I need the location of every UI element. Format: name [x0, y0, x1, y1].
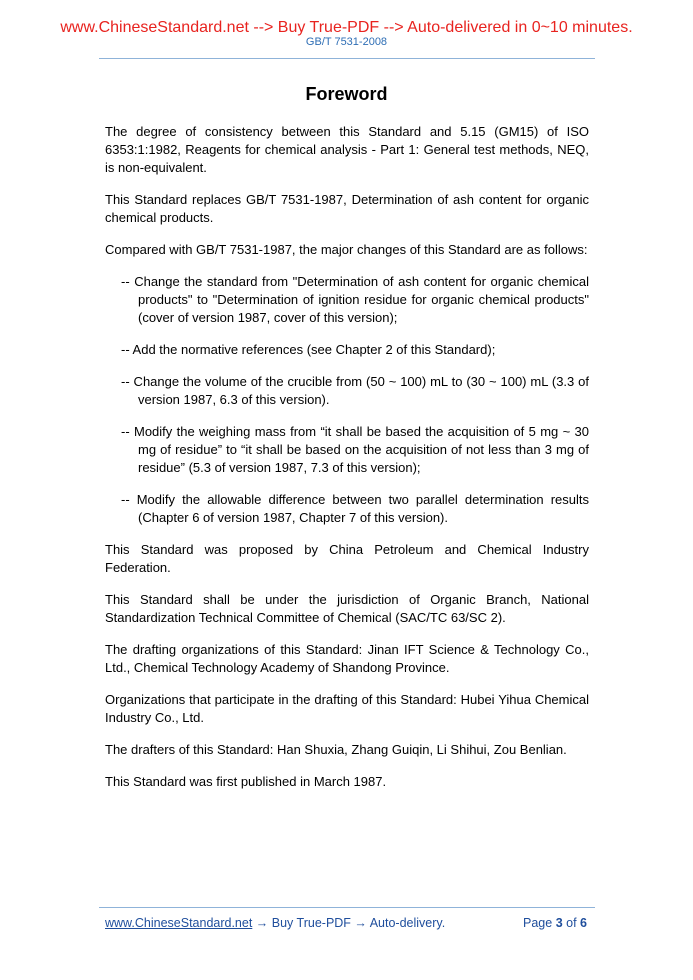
change-item: -- Modify the weighing mass from “it shall be based the acquisition of 5 mg ~ 30 mg of residue” to “it shall be based on the acquisition of not less than 3 mg of residue” (5.3 of version 1987, 7.3 of this version);: [121, 424, 589, 475]
page-current: 3: [555, 916, 563, 930]
change-item: -- Change the volume of the crucible from (50 ~ 100) mL to (30 ~ 100) mL (3.3 of version 1987, 6.3 of this version).: [121, 374, 589, 407]
paragraph-changes-intro: Compared with GB/T 7531-1987, the major changes of this Standard are as follows:: [105, 242, 588, 257]
paragraph-consistency: The degree of consistency between this Standard and 5.15 (GM15) of ISO 6353:1:1982, Reagents for chemical analysis - Part 1: General test methods, NEQ, is non-equivalent.: [105, 124, 589, 175]
change-item: -- Add the normative references (see Chapter 2 of this Standard);: [121, 342, 496, 357]
paragraph-drafters: The drafters of this Standard: Han Shuxia, Zhang Guiqin, Li Shihui, Zou Benlian.: [105, 742, 567, 757]
footer-divider: [99, 907, 595, 908]
document-body: [105, 123, 589, 805]
paragraph-jurisdiction: This Standard shall be under the jurisdiction of Organic Branch, National Standardization Technical Committee of Chemical (SAC/TC 63/SC 2).: [105, 592, 589, 625]
paragraph-replaces: This Standard replaces GB/T 7531-1987, Determination of ash content for organic chemical products.: [105, 192, 589, 225]
page-title: Foreword: [305, 84, 388, 104]
change-item: -- Modify the allowable difference between two parallel determination results (Chapter 6 of version 1987, Chapter 7 of this version).: [121, 492, 589, 525]
page-number: [523, 915, 587, 931]
footer-links: [105, 915, 445, 931]
page-of-word: of: [566, 916, 577, 930]
paragraph-drafting-organizations: The drafting organizations of this Standard: Jinan IFT Science & Technology Co., Ltd., Chemical Technology Academy of Shandong Province.: [105, 642, 589, 675]
paragraph-first-published: This Standard was first published in March 1987.: [105, 774, 387, 789]
standard-code: GB/T 7531-2008: [305, 36, 388, 48]
page-word: Page: [523, 916, 553, 930]
header-divider: [99, 58, 595, 59]
footer-links-rest: → Buy True-PDF → Auto-delivery.: [252, 916, 446, 930]
paragraph-proposed-by: This Standard was proposed by China Petroleum and Chemical Industry Federation.: [105, 542, 589, 575]
change-item: -- Change the standard from "Determination of ash content for organic chemical products" to "Determination of ignition residue for organic chemical products" (cover of version 1987, cover of this version);: [121, 274, 589, 325]
page-total: 6: [580, 916, 587, 930]
promo-banner[interactable]: www.ChineseStandard.net --> Buy True-PDF --> Auto-delivered in 0~10 minutes.: [60, 19, 633, 36]
website-link[interactable]: www.ChineseStandard.net: [105, 916, 253, 930]
paragraph-participating-organizations: Organizations that participate in the drafting of this Standard: Hubei Yihua Chemical Industry Co., Ltd.: [105, 692, 589, 725]
